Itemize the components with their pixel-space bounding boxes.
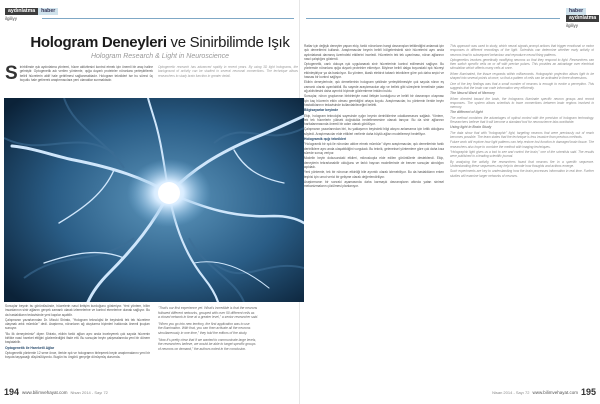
paragraph: Ekip, hologram teknolojisi sayesinde ışığın beynin derinliklerine odaklanmasını sağladı. Yöntem, tek tek hücrelerin yüksek doğrulukla hedeflenmesine olanak tanıyor. Bu da sinir ağlarının haritalanmasında önemli bir adım olarak görülüyor.: [304, 113, 444, 126]
paragraph: "Bu ilk deneyimimiz" diyen Shirato, ekibin farklı ağları aynı anda inceleyerek çok sayıda hücrenin birlikte nasıl hareket ettiğini gözlemlediğini ifade etti. Bu sonuçlar beyin çalışmalarında yeni bir dönem başlatabilir.: [5, 331, 150, 345]
footer-issue: Nisan 2014 - Sayı 72: [70, 389, 108, 395]
footer-url: www.bilimvehayat.com: [532, 389, 578, 395]
section-tag-sub: ilgiliyy: [5, 16, 18, 21]
quote-line: the illumination. With that, you can then activate all the neurons: [158, 326, 251, 331]
paragraph: One of the key findings was that a small number of neurons is enough to evoke a perception. This suggests that the brain can code information very efficiently.: [450, 81, 594, 90]
page-number: 194: [4, 387, 20, 397]
lower-col-1: [5, 304, 150, 384]
section-tag-bold: haber: [38, 8, 58, 15]
paragraph: The data show that with "holographic" light, targeting neurons that were previously out of reach becomes possible. The team states that the technique is less invasive than previous methods.: [450, 130, 594, 139]
paragraph: When directed toward the brain, the holograms illuminate specific neuron groups and record responses. The system allows scientists to trace connections between brain regions involved in memory.: [450, 96, 594, 109]
paragraph: Ekibin deneylerinde, ışık demetlerinin hologram şeklinde yerleştirilmesiyle çok sayıda nöron eş zamanlı olarak uyarılabildi. Bu sayede araştırmacılar algı ve bellek gibi süreçlerin temelinde yatan ağ aktivitesini daha ayrıntılı biçimde gözlemleme imkânı buldu.: [304, 80, 444, 93]
section-tag-sub: ilgiliyy: [566, 23, 579, 28]
subheading: Bilgisayarlar beyinde: [304, 108, 339, 113]
header-rule-left: [42, 18, 294, 19]
paragraph: Optogenetik yöntemle 12 sene önce, ileride ışık ve hologramın birleşerek beyin araştırmalarını yeni bir boyuta taşıyacağı düşünülüyordu. Bugün bu öngörü gerçeğe dönüşmüş durumda.: [5, 351, 150, 360]
paragraph: Such experiments are key to understanding how the brain processes information in real time. Further studies will examine larger networks of neurons.: [450, 169, 594, 178]
paragraph: The method combines the advantages of optical control with the precision of hologram technology. Researchers believe that it will become a standard tool for neuroscience labs worldwide.: [450, 115, 594, 124]
quote-line: "Now it's pretty clear that if we wanted to communicate large levels,: [158, 337, 257, 342]
neuron-image: [4, 98, 304, 302]
article-subtitle: Hologram Research & Light in Neuroscience: [90, 53, 230, 60]
subheading: Optogenetik ile Hareketli Ağlar: [5, 345, 55, 350]
article-title-main: Hologram Deneyleri: [30, 34, 167, 51]
paragraph: "Holographic light gives us a tool to see and control the brain," one of the scientists said. The results were published in a leading scientific journal.: [450, 150, 594, 159]
paragraph: When illuminated, the tissue responds within milliseconds. Holographic projection allows light to be shaped into several points at once, so that a pattern of cells can be activated in three dimensions.: [450, 71, 594, 81]
paragraph: Çalışmanın yazarlarından biri, bu yaklaşımın beyindeki bilgi akışını anlamamız için kritik olduğunu söyledi. Araştırmacılar elde ettikleri verilerle daha büyük ağları modellemeyi hedefliyor.: [304, 127, 444, 136]
paragraph: Modelin beyin dokusundaki etkileri, mikroskopla elde edilen görüntülerle desteklendi. Ekip, deneylerin tekrarlanabilir olduğunu ve farklı hayvan modellerinde de benzer sonuçlar alındığını açıkladı.: [304, 156, 444, 169]
paragraph: By analysing the activity, the researchers found that neurons fire in a specific sequence. Understanding these sequences may help to decode how thoughts and actions emerge.: [450, 159, 594, 168]
quote-line: the researchers believe, we would be able to target specific groups: [158, 342, 256, 347]
quote-line: "When you go into new territory, the first application was to use: [158, 321, 250, 326]
subheading: Hologramik ışığı teknikleri: [304, 137, 347, 142]
intro-en: Optogenetic research has advanced rapidly in recent years. By using 3D light holograms, the background of activity can be studied in several neuronal connections. The technique allows researchers to study brain function in greater detail.: [158, 65, 298, 78]
section-tag-right: [566, 8, 600, 29]
intro-tr-text: inirbilimde ışık aydınlatma yöntemi, hücre aktivitesini kontrol etmek için önemli bir araç haline gelmiştir. Optogenetik adı verilen yöntemle, ışığa duyarlı proteinler nöronlara yerleştirilerek belirli hücrelerin aktif hale getirilmesi sağlanmaktadır. Hologram teknikleri ise bu süreci üç boyutlu hale getirerek araştırmacılara yeni olanaklar sunmaktadır.: [19, 65, 153, 82]
section-tag-label: aydınlatma: [5, 8, 38, 15]
paragraph: Sonuçlar, nöron gruplarının birbirleriyle nasıl iletişim kurduğunu ve belirli bir davranışın oluşması için kaç hücrenin etkin olması gerektiğini ortaya koydu. Araştırmacılar, bu yöntemin ileride beyin hastalıklarının tedavisinde kullanılabileceğini belirtti.: [304, 94, 444, 107]
paragraph: Yeni yöntemle, tek bir nöronun etkinliği bile ayrıntılı olarak izlenebiliyor. Bu da hastalıkların erken teşhisi için umut verici bir gelişme olarak değerlendiriliyor.: [304, 170, 444, 179]
quote-line: of neurons on demand," the authors noted in the conclusion.: [158, 346, 247, 351]
paragraph: Sonuçlar beynin bu görüntüsünde, hücrelerin nasıl iletişim kurduğunu gösteriyor. Yeni yöntem, bilim insanlarının sinir ağlarını gerçek zamanlı olarak izlemelerine ve kontrol etmelerine olanak sağlıyor. Bu da hastalıkların tedavisinde yeni kapılar açabilir.: [5, 304, 150, 317]
subheading: The Neural Ward of Memory: [450, 91, 495, 96]
footer-left: [4, 386, 300, 398]
paragraph: Optogenetik, canlı dokuya ışık uygulanarak sinir hücrelerinin kontrol edilmesini sağlıyor. Bu yöntemde nöronlara ışığa duyarlı proteinler ekleniyor. Böylece belirli dalga boyundaki ışık hücreyi etkinleştiriyor ya da baskılıyor. Bu yöntem, klasik elektrot tabanlı tekniklere göre çok daha seçici ve hassas bir kontrol sağlıyor.: [304, 62, 444, 79]
subheading: The different of light: [450, 110, 483, 115]
paragraph: Çalışmanın yazarlarından Dr. Mizuki Shirato, "Hologram teknolojisi ile beyindeki tek tek hücrelere ulaşmak artık mümkün" dedi. Araştırma, nöronların ağ oluşturma biçimleri hakkında önemli ipuçları sunuyor.: [5, 317, 150, 331]
col-2: [304, 44, 444, 382]
page-number: 195: [580, 387, 596, 397]
quote-line: "That's our first experience yet. What's incredible is that the neurons: [158, 306, 258, 310]
footer-issue: Nisan 2014 - Sayı 72: [492, 389, 530, 395]
paragraph: "Hologramik bir ışık ile nöronları aktive etmek mümkün" diyen araştırmacılar, ışık demetlerinin farklı derinliklere aynı anda ulaşabildiğini vurguladı. Bu teknik, geleneksel yöntemlere göre çok daha kısa sürede sonuç veriyor.: [304, 142, 444, 155]
paragraph: Future work will explore how light patterns can help restore lost function in damaged brain tissue. The researchers also hope to combine the method with imaging techniques.: [450, 140, 594, 149]
col-3: [450, 44, 594, 382]
pull-quote: [158, 306, 300, 384]
intro-tr: [5, 65, 153, 99]
paragraph: This approach was used to study, which neural signals prompt actions that trigger emotional or motor responses in different recordings of the light. Scientists can determine whether early activity of neurons lead to subsequent behaviour and reproduce neural firing patterns.: [450, 44, 594, 57]
paragraph: Araştırmanın bir sonraki aşamasında daha karmaşık davranışların altında yatan sinirsel mekanizmaların çözülmesi planlanıyor.: [304, 179, 444, 189]
drop-cap: S: [5, 65, 18, 84]
section-tag-label: haber: [566, 8, 586, 15]
quote-line: simultaneously in one time," they told the editors of the study.: [158, 330, 248, 335]
article-title: [20, 34, 300, 51]
paragraph: Optogenetics involves genetically modifying neurons so that they respond to light. Researchers can then switch specific cells on or off with precise pulses. This provides an advantage over electrical stimulation which affects many cells at once.: [450, 57, 594, 71]
footer-url: www.bilimvehayat.com: [22, 389, 68, 395]
section-tag-bold: aydınlatma: [566, 15, 599, 22]
quote-line: a closed network in time at a greater level," a senior researcher said.: [158, 315, 259, 320]
section-tag-left: [5, 8, 58, 22]
header-rule-right: [306, 18, 560, 19]
paragraph: Ratlar için değişik deneyler yapan ekip, farklı nöronların hangi davranışları tetiklediğini anlamak için ışık demetlerini kullandı. Araştırmacılar beynin belirli bölgelerindeki sinir hücrelerini aynı anda aydınlatarak davranış üzerindeki etkilerini inceledi. Hücrelerin tek tek uyarılması, nöron ağlarının nasıl çalıştığını gösterdi.: [304, 44, 444, 61]
footer-right: [300, 386, 596, 398]
subheading: Using light in Brain Study: [450, 125, 492, 130]
article-title-rest: ve Sinirbilimde Işık: [166, 34, 290, 51]
neuron-illustration: [4, 98, 304, 302]
quote-line: followed different networks, grouped with over 50 different cells as: [158, 310, 255, 315]
